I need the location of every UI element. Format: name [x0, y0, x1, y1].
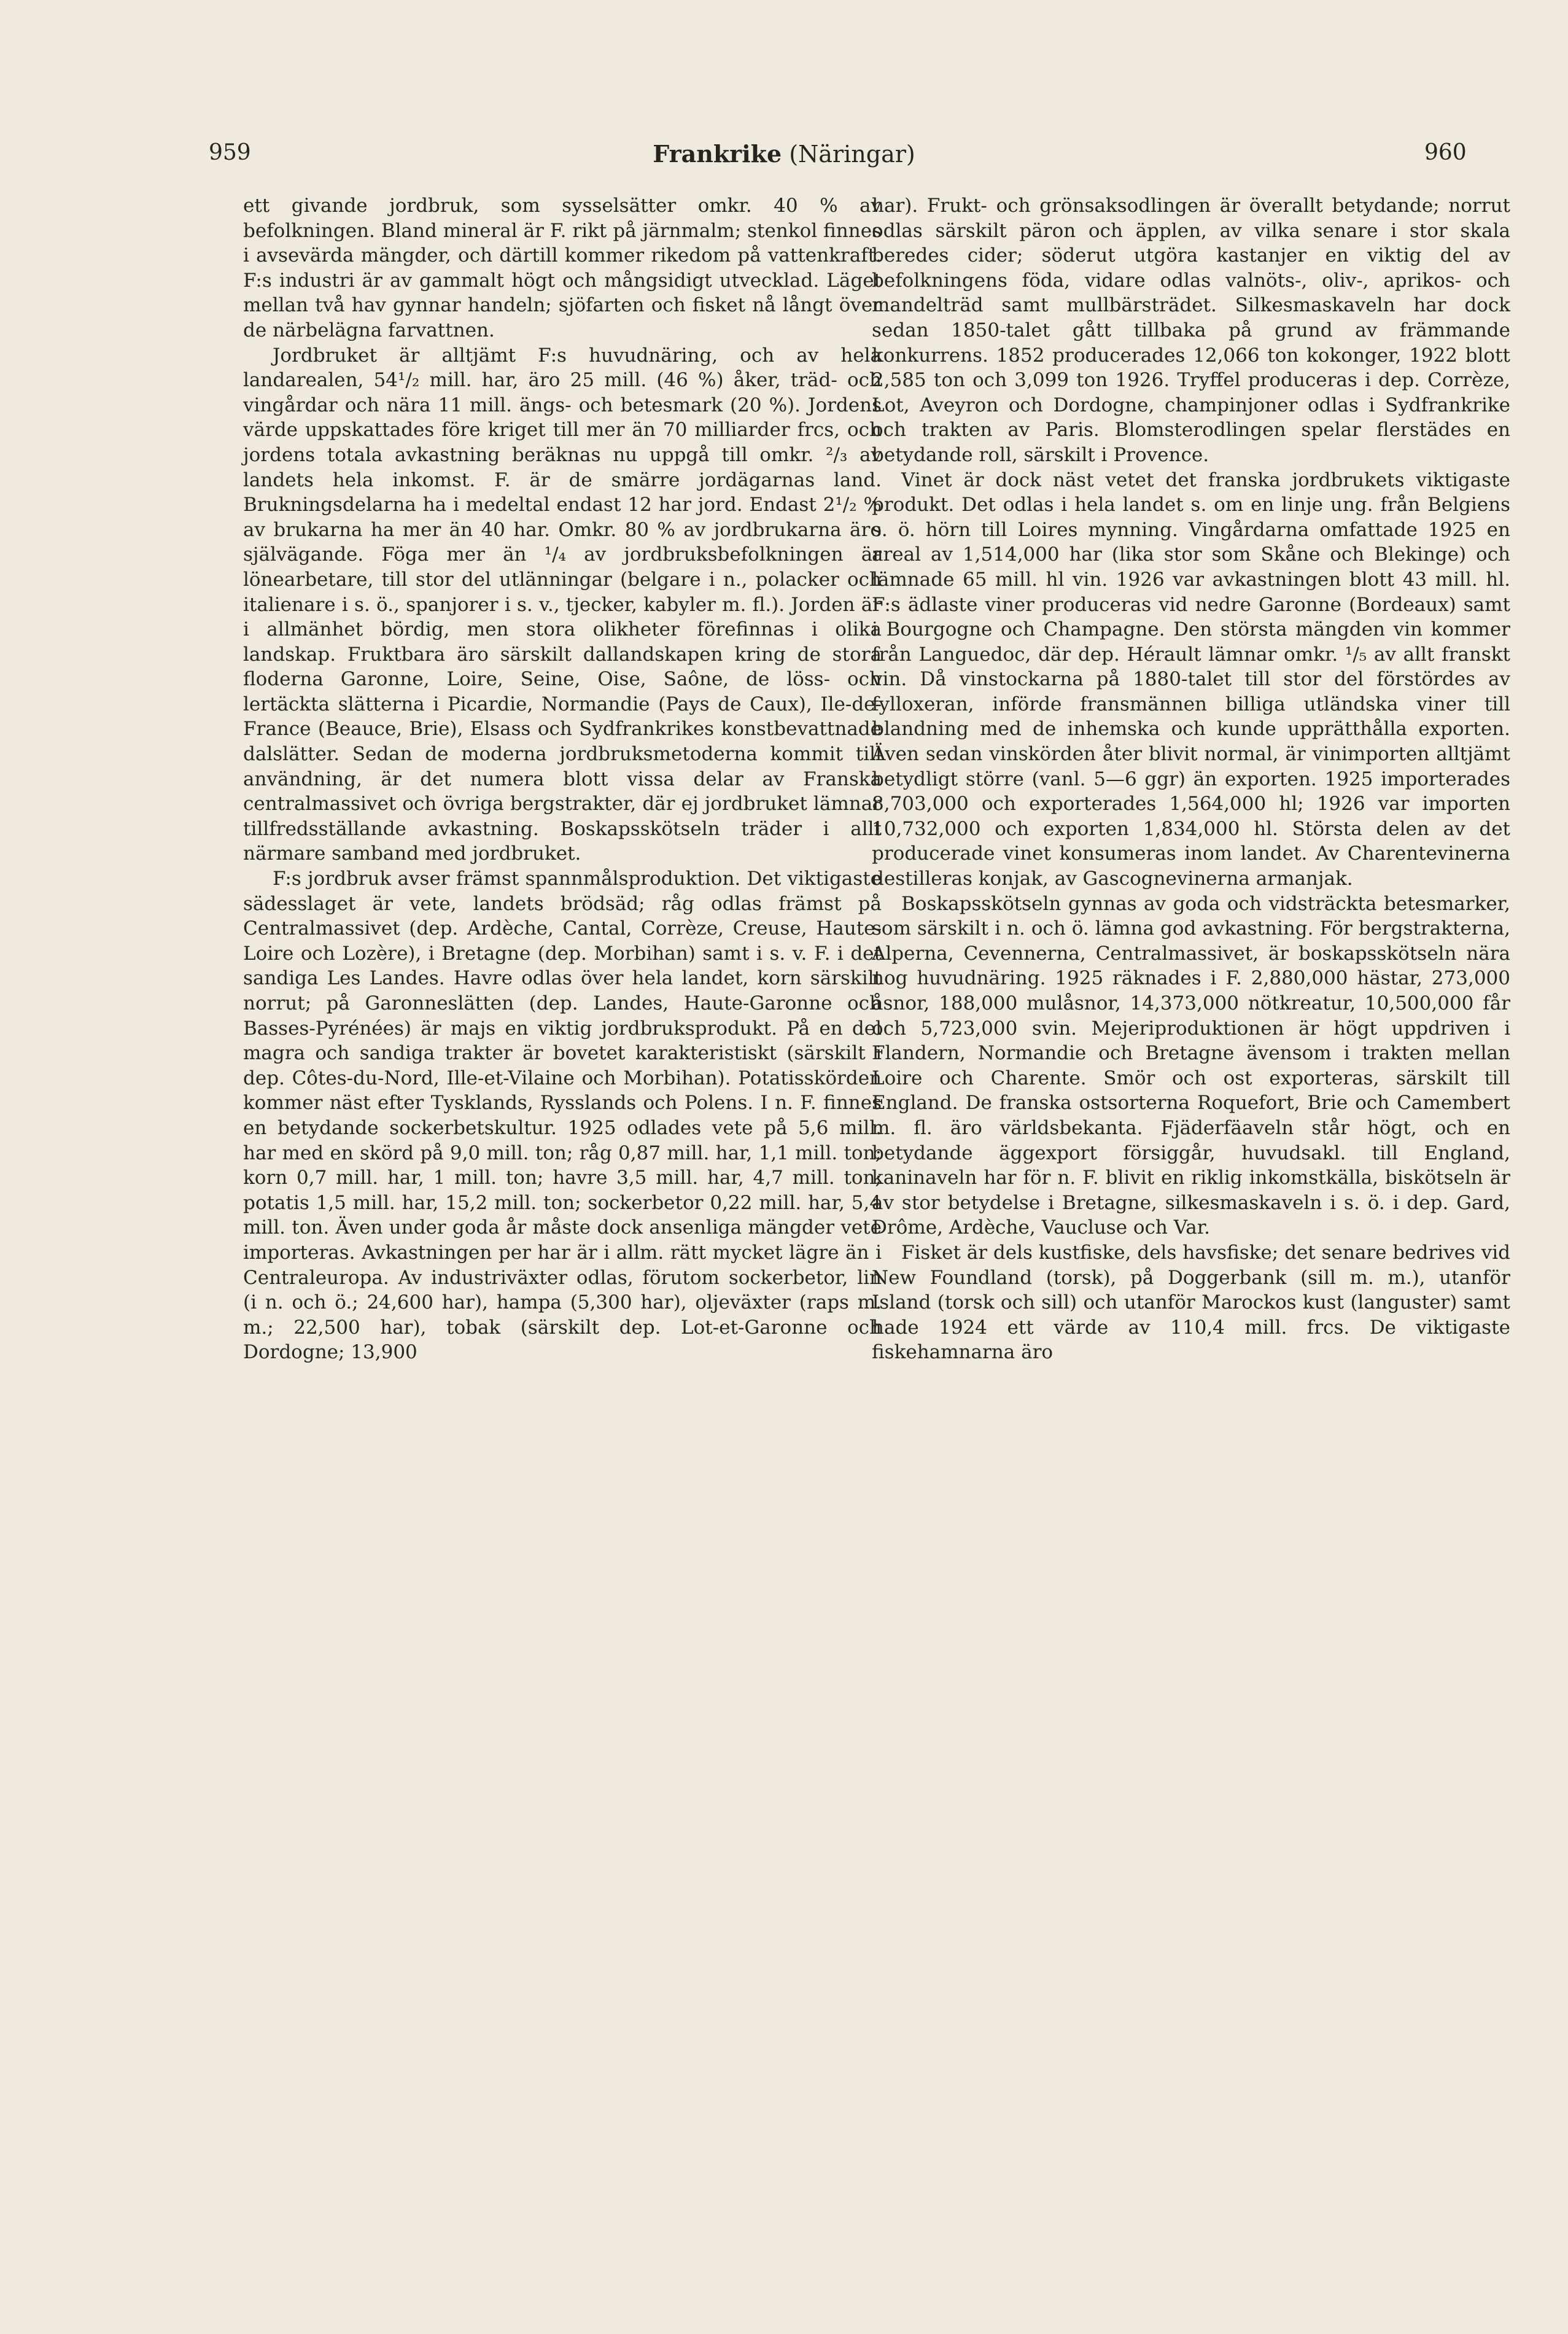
page-number-right: 960: [1424, 140, 1467, 165]
page-header: [0, 140, 1568, 189]
paragraph: F:s jordbruk avser främst spannmålsproduktion. Det viktigaste sädesslaget är vete, landets brödsäd; råg odlas främst på Centralmassivet (dep. Ardèche, Cantal, Corrèze, Creuse, Haute-Loire och Lozère), i Bretagne (dep. Morbihan) samt i s. v. F. i det sandiga Les Landes. Havre odlas över hela landet, korn särskilt norrut; på Garonneslätten (dep. Landes, Haute-Garonne och Basses-Pyrénées) är majs en viktig jordbruksprodukt. På en del magra och sandiga trakter är bovetet karakteristiskt (särskilt i dep. Côtes-du-Nord, Ille-et-Vilaine och Morbihan). Potatisskörden kommer näst efter Tysklands, Rysslands och Polens. I n. F. finnes en betydande sockerbetskultur. 1925 odlades vete på 5,6 mill. har med en skörd på 9,0 mill. ton; råg 0,87 mill. har, 1,1 mill. ton; korn 0,7 mill. har, 1 mill. ton; havre 3,5 mill. har, 4,7 mill. ton; potatis 1,5 mill. har, 15,2 mill. ton; sockerbetor 0,22 mill. har, 5,4 mill. ton. Även under goda år måste dock ansenliga mängder vete importeras. Avkastningen per har är i allm. rätt mycket lägre än i Centraleuropa. Av industriväxter odlas, förutom sockerbetor, lin (i n. och ö.; 24,600 har), hampa (5,300 har), oljeväxter (raps m. m.; 22,500 har), tobak (särskilt dep. Lot-et-Garonne och Dordogne; 13,900: [243, 868, 882, 1364]
left-column: [243, 193, 882, 1365]
header-title: Frankrike: [653, 140, 782, 168]
paragraph: Jordbruket är alltjämt F:s huvudnäring, och av hela landarealen, 54¹/₂ mill. har, äro 25 mill. (46 %) åker, träd- och vingårdar och nära 11 mill. ängs- och betesmark (20 %). Jordens värde uppskattades före kriget till mer än 70 milliarder frcs, och jordens totala avkastning beräknas nu uppgå till omkr. ²/₃ av landets hela inkomst. F. är de smärre jordägarnas land. Brukningsdelarna ha i medeltal endast 12 har jord. Endast 2¹/₂ % av brukarna ha mer än 40 har. Omkr. 80 % av jordbrukarna äro självägande. Föga mer än ¹/₄ av jordbruksbefolkningen är lönearbetare, till stor del utlänningar (belgare i n., polacker och italienare i s. ö., spanjorer i s. v., tjecker, kabyler m. fl.). Jorden är i allmänhet bördig, men stora olikheter förefinnas i olika landskap. Fruktbara äro särskilt dallandskapen kring de stora floderna Garonne, Loire, Seine, Oise, Saône, de löss- och lertäckta slätterna i Picardie, Normandie (Pays de Caux), Ile-de-France (Beauce, Brie), Elsass och Sydfrankrikes konstbevattnade dalslätter. Sedan de moderna jordbruksmetoderna kommit till användning, är det numera blott vissa delar av Franska centralmassivet och övriga bergstrakter, där ej jordbruket lämnar tillfredsställande avkastning. Boskapsskötseln träder i allt närmare samband med jordbruket.: [243, 344, 882, 865]
page-number-left: 959: [209, 140, 251, 165]
right-column: [872, 193, 1510, 1365]
paragraph: Fisket är dels kustfiske, dels havsfiske; det senare bedrives vid New Foundland (torsk), på Doggerbank (sill m. m.), utanför Island (torsk och sill) och utanför Marockos kust (languster) samt hade 1924 ett värde av 110,4 mill. frcs. De viktigaste fiskehamnarna äro: [872, 1241, 1510, 1364]
paragraph: har). Frukt- och grönsaksodlingen är överallt betydande; norrut odlas särskilt päron och äpplen, av vilka senare i stor skala beredes cider; söderut utgöra kastanjer en viktig del av befolkningens föda, vidare odlas valnöts-, oliv-, aprikos- och mandelträd samt mullbärsträdet. Silkesmaskaveln har dock sedan 1850-talet gått tillbaka på grund av främmande konkurrens. 1852 producerades 12,066 ton kokonger, 1922 blott 2,585 ton och 3,099 ton 1926. Tryffel produceras i dep. Corrèze, Lot, Aveyron och Dordogne, champinjoner odlas i Sydfrankrike och trakten av Paris. Blomsterodlingen spelar flerstädes en betydande roll, särskilt i Provence.: [872, 195, 1510, 466]
running-title: [0, 140, 1568, 168]
paragraph: ett givande jordbruk, som sysselsätter omkr. 40 % av befolkningen. Bland mineral är F. rikt på järnmalm; stenkol finnes i avsevärda mängder, och därtill kommer rikedom på vattenkraft. F:s industri är av gammalt högt och mångsidigt utvecklad. Läget mellan två hav gynnar handeln; sjöfarten och fisket nå långt över de närbelägna farvattnen.: [243, 195, 882, 341]
header-subtitle: (Näringar): [789, 141, 915, 168]
paragraph: Boskapsskötseln gynnas av goda och vidsträckta betesmarker, som särskilt i n. och ö. lämna god avkastning. För bergstrakterna, Alperna, Cevennerna, Centralmassivet, är boskapsskötseln nära nog huvudnäring. 1925 räknades i F. 2,880,000 hästar, 273,000 åsnor, 188,000 mulåsnor, 14,373,000 nötkreatur, 10,500,000 får och 5,723,000 svin. Mejeriproduktionen är högt uppdriven i Flandern, Normandie och Bretagne ävensom i trakten mellan Loire och Charente. Smör och ost exporteras, särskilt till England. De franska ostsorterna Roquefort, Brie och Camembert m. fl. äro världsbekanta. Fjäderfäaveln står högt, och en betydande äggexport försiggår, huvudsakl. till England, kaninaveln har för n. F. blivit en riklig inkomstkälla, biskötseln är av stor betydelse i Bretagne, silkesmaskaveln i s. ö. i dep. Gard, Drôme, Ardèche, Vaucluse och Var.: [872, 892, 1510, 1239]
paragraph: Vinet är dock näst vetet det franska jordbrukets viktigaste produkt. Det odlas i hela landet s. om en linje ung. från Belgiens s. ö. hörn till Loires mynning. Vingårdarna omfattade 1925 en areal av 1,514,000 har (lika stor som Skåne och Blekinge) och lämnade 65 mill. hl vin. 1926 var avkastningen blott 43 mill. hl. F:s ädlaste viner produceras vid nedre Garonne (Bordeaux) samt i Bourgogne och Champagne. Den största mängden vin kommer från Languedoc, där dep. Hérault lämnar omkr. ¹/₅ av allt franskt vin. Då vinstockarna på 1880-talet till stor del förstördes av fylloxeran, införde fransmännen billiga utländska viner till blandning med de inhemska och kunde upprätthålla exporten. Även sedan vinskörden åter blivit normal, är vinimporten alltjämt betydligt större (vanl. 5—6 ggr) än exporten. 1925 importerades 8,703,000 och exporterades 1,564,000 hl; 1926 var importen 10,732,000 och exporten 1,834,000 hl. Största delen av det producerade vinet konsumeras inom landet. Av Charentevinerna destilleras konjak, av Gascognevinerna armanjak.: [872, 469, 1510, 890]
